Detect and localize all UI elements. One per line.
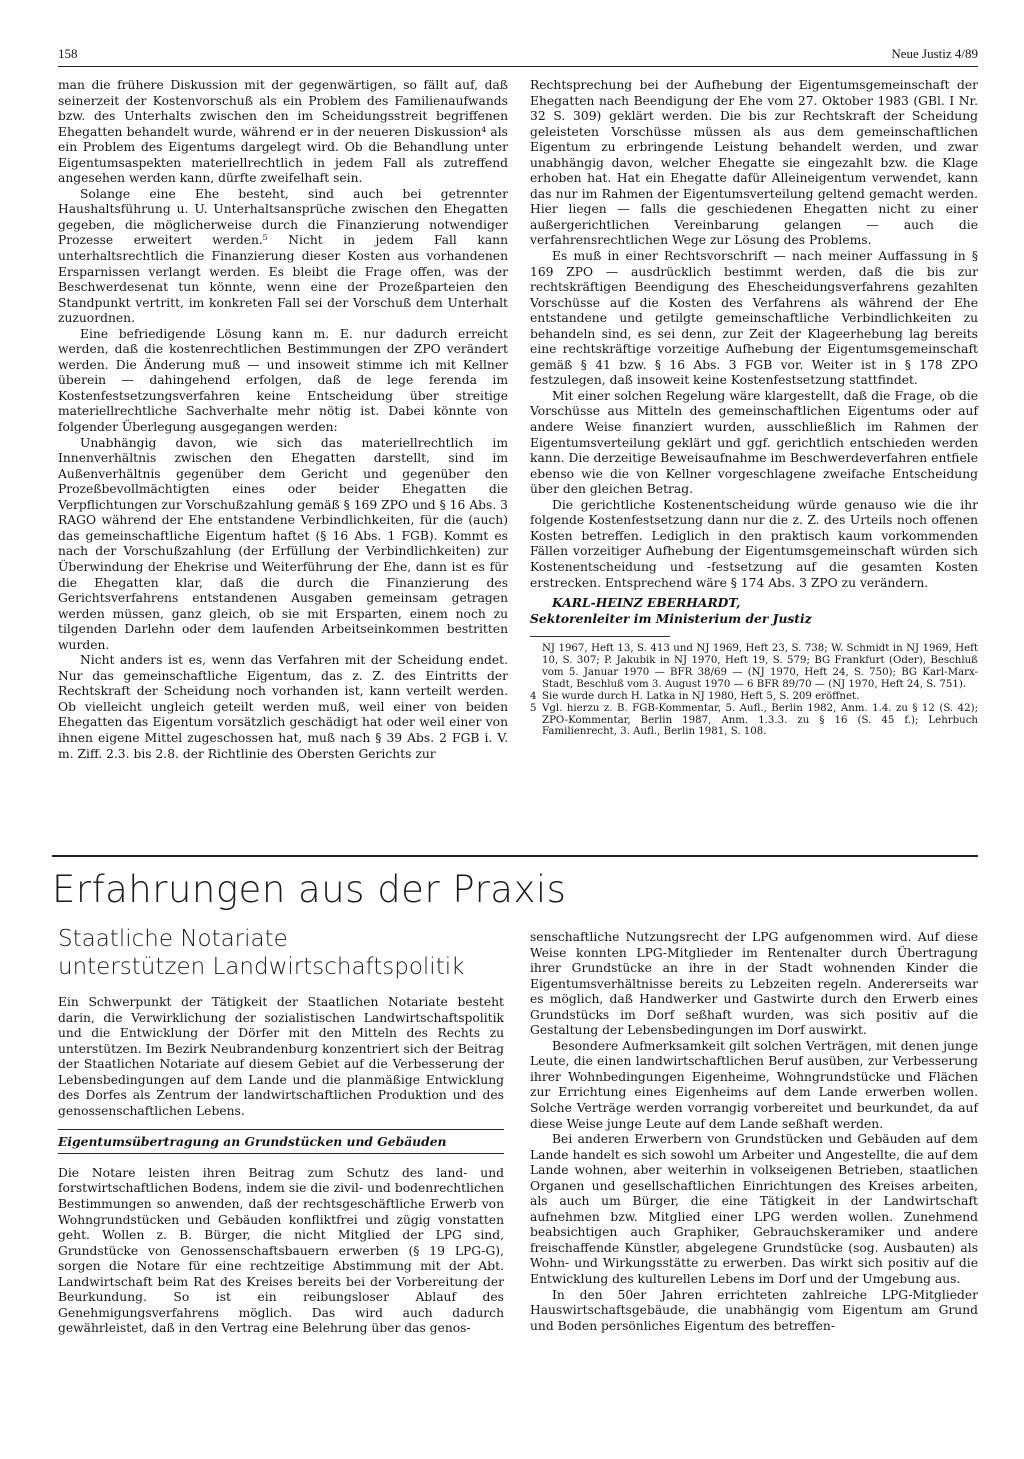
footnote: 5 Vgl. hierzu z. B. FGB-Kommentar, 5. Aufl., Berlin 1982, Anm. 1.4. zu § 12 (S. 42); ZPO-Kommentar, Berlin 1987, Anm. 1.3.3. zu § 16 (S. 45 f.); Lehrbuch Familienrecht, 3. Aufl., Berlin 1981, S. 108. [530,702,978,738]
article-title [58,925,464,981]
journal-issue: Neue Justiz 4/89 [891,46,978,61]
paragraph: Die gerichtliche Kostenentscheidung würde genauso wie die ihr folgende Kostenfestsetzung dann nur die z. Z. des Urteils noch offenen Kosten betreffen. Lediglich in den praktisch kaum vorkommenden Fällen vorzeitiger Aufhebung der Eigentumsgemeinschaft würden sich Kostenentscheidung und -festsetzung auf die gesamten Kosten erstrecken. Entsprechend wäre § 174 Abs. 3 ZPO zu verändern. [530,497,978,590]
column-left-upper [58,78,508,762]
header-rule [58,66,978,67]
paragraph: Solange eine Ehe besteht, sind auch bei getrennter Haushaltsführung u. U. Unterhaltsansprüche zwischen den Ehegatten gegeben, die möglicherweise durch die Finanzierung notwendiger Prozesse erweitert werden.⁵ Nicht in jedem Fall kann unterhaltsrechtlich die Finanzierung dieser Kosten aus vorhandenen Ersparnissen verlangt werden. Es bleibt die Frage offen, was der Beschwerdesenat tun könnte, wenn eine der Prozeßparteien den Standpunkt vertritt, im konkreten Fall sei der Vorschuß dem Unterhalt zuzuordnen. [58,186,508,326]
paragraph: Die Notare leisten ihren Beitrag zum Schutz des land- und forstwirtschaftlichen Bodens, indem sie die zivil- und bodenrechtlichen Bestimmungen so anwenden, daß der rechtsgeschäftliche Erwerb von Wohngrundstücken und Gebäuden konfliktfrei und zügig vonstatten geht. Wollen z. B. Bürger, die nicht Mitglied der LPG sind, Grundstücke von Genossenschaftsbauern erwerben (§ 19 LPG-G), sorgen die Notare für eine rechtzeitige Abstimmung mit der Abt. Landwirtschaft beim Rat des Kreises bereits bei der Vorbereitung der Beurkundung. So ist ein reibungsloser Ablauf des Genehmigungsverfahrens möglich. Das wird auch dadurch gewährleistet, daß in den Vertrag eine Belehrung über das genos- [58,1165,504,1336]
column-right-lower [530,930,978,1334]
paragraph: Besondere Aufmerksamkeit gilt solchen Verträgen, mit denen junge Leute, die einen landwirtschaftlichen Beruf ausüben, zur Verbesserung ihrer Wohnbedingungen Eigenheime, Wohngrundstücke und Flächen zur Errichtung eines Eigenheims auf dem Lande erwerben wollen. Solche Verträge werden vorrangig vorbereitet und beurkundet, da auf diese Weise junge Leute auf dem Lande seßhaft werden. [530,1038,978,1131]
article-title-line: unterstützen Landwirtschaftspolitik [58,954,465,980]
paragraph: man die frühere Diskussion mit der gegenwärtigen, so fällt auf, daß seinerzeit der Kostenvorschuß als ein Problem des Familienaufwands bzw. des Unterhalts zwischen den im Scheidungsstreit begriffenen Ehegatten behandelt wurde, während er in der neueren Diskussion⁴ als ein Problem des Eigentums dargelegt wird. Ob die Behandlung unter Eigentumsaspekten materiellrechtlich in jedem Fall als zutreffend angesehen werden kann, dürfte zweifelhaft sein. [58,78,508,186]
paragraph: Unabhängig davon, wie sich das materiellrechtlich im Innenverhältnis zwischen den Ehegatten darstellt, sind im Außenverhältnis gegenüber dem Gericht und gegenüber den Prozeßbevollmächtigten eines oder beider Ehegatten die Verpflichtungen zur Vorschußzahlung gemäß § 169 ZPO und § 16 Abs. 3 RAGO während der Ehe entstandene Verbindlichkeiten, für die (auch) das gemeinschaftliche Eigentum haftet (§ 16 Abs. 1 FGB). Kommt es nach der Vorschußzahlung (der Erfüllung der Verbindlichkeiten) zur Überwindung der Ehekrise und Weiterführung der Ehe, dann ist es für die Ehegatten klar, daß die durch die Finanzierung des Gerichtsverfahrens entstandenen Ausgaben gemeinsam getragen werden müssen, ganz gleich, ob sie mit Ersparten, einem noch zu tilgenden Darlehn oder dem laufenden Arbeitseinkommen bestritten wurden. [58,435,508,652]
footnote: NJ 1967, Heft 13, S. 413 und NJ 1969, Heft 23, S. 738; W. Schmidt in NJ 1969, Heft 10, S. 307; P. Jakubik in NJ 1970, Heft 19, S. 579; BG Frankfurt (Oder), Beschluß vom 5. Januar 1970 — BFR 38/69 — (NJ 1970, Heft 24, S. 750); BG Karl-Marx-Stadt, Beschluß vom 3. August 1970 — 6 BFR 89/70 — (NJ 1970, Heft 24, S. 751). [542,643,978,690]
paragraph: Es muß in einer Rechtsvorschrift — nach meiner Auffassung in § 169 ZPO — ausdrücklich bestimmt werden, daß die bis zur rechtskräftigen Beendigung des Ehescheidungsverfahrens gezahlten Vorschüsse auf die Kosten des Verfahrens als während der Ehe entstandene und getilgte gemeinschaftliche Verbindlichkeiten zu behandeln sind, es sei denn, zur Zeit der Klageerhebung lag bereits eine rechtskräftige vorzeitige Aufhebung der Eigentumsgemeinschaft gemäß § 41 bzw. § 16 Abs. 3 FGB vor. Weiter ist in § 178 ZPO festzulegen, daß insoweit keine Kostenfestsetzung stattfindet. [530,249,978,388]
footnote-rule [530,636,670,637]
paragraph: senschaftliche Nutzungsrecht der LPG aufgenommen wird. Auf diese Weise konnten LPG-Mitglieder im Rentenalter durch Übertragung ihrer Grundstücke an ihre in der Stadt wohnenden Kinder die Eigentumsverhältnisse bereits zu Lebzeiten regeln. Andererseits war es möglich, daß Handwerker und Gastwirte durch den Erwerb eines Grundstücks im Dorf seßhaft wurden, was sich positiv auf die Gestaltung der Lebensbedingungen im Dorf auswirkt. [530,930,978,1038]
paragraph: Eine befriedigende Lösung kann m. E. nur dadurch erreicht werden, daß die kostenrechtlichen Bestimmungen der ZPO verändert werden. Die Änderung muß — und insoweit stimme ich mit Kellner überein — dahingehend erfolgen, daß de lege ferenda im Kostenfestsetzungsverfahren keine Entscheidung über streitige materiellrechtliche Sachverhalte mehr nötig ist. Dabei könnte von folgender Überlegung ausgegangen werden: [58,326,508,435]
paragraph: Mit einer solchen Regelung wäre klargestellt, daß die Frage, ob die Vorschüsse aus Mitteln des gemeinschaftlichen Eigentums oder auf andere Weise finanziert wurden, ausschließlich im Rahmen der Eigentumsverteilung geklärt und ggf. gerichtlich entschieden werden kann. Die derzeitige Beweisaufnahme im Beschwerdeverfahren entfiele ebenso wie die von Kellner vorgeschlagene zweifache Entscheidung über den gleichen Betrag. [530,388,978,497]
paragraph: Bei anderen Erwerbern von Grundstücken und Gebäuden auf dem Lande handelt es sich sowohl um Arbeiter und Angestellte, die auf dem Lande wohnen, aber weiterhin in volkseigenen Betrieben, staatlichen Organen und gesellschaftlichen Einrichtungen des Kreises arbeiten, als auch um Bürger, die eine Tätigkeit in der Landwirtschaft aufnehmen bzw. Mitglied einer LPG werden wollen. Zunehmend beabsichtigen auch Graphiker, Gebrauchskeramiker und andere freischaffende Künstler, abgelegene Grundstücke (sog. Ausbauten) als Wohn- und Wirkungsstätte zu erwerben. Das wirkt sich positiv auf die Entwicklung des kulturellen Lebens im Dorf und der Umgebung aus. [530,1132,978,1287]
page-number: 158 [58,46,78,61]
footnote: 4 Sie wurde durch H. Latka in NJ 1980, Heft 5, S. 209 eröffnet. [530,690,860,702]
section-title: Erfahrungen aus der Praxis [52,868,567,911]
section-rule [52,855,978,857]
article-title-line: Staatliche Notariate [58,926,288,952]
author-name: KARL-HEINZ EBERHARDT, [552,595,741,611]
subheading: Eigentumsübertragung an Grundstücken und Gebäuden [58,1129,504,1154]
column-right-upper [530,78,978,738]
paragraph: Nicht anders ist es, wenn das Verfahren mit der Scheidung endet. Nur das gemeinschaftliche Eigentum, das z. Z. des Eintritts der Rechtskraft der Scheidung noch vorhanden ist, kann verteilt werden. Ob vielleicht ungleich geteilt werden muß, weil einer von beiden Ehegatten das Eigentum vorsätzlich geschädigt hat oder weil einer von ihnen eigene Mittel zugeschossen hat, muß nach § 39 Abs. 2 FGB i. V. m. Ziff. 2.3. bis 2.8. der Richtlinie des Obersten Gerichts zur [58,653,508,761]
paragraph: Rechtsprechung bei der Aufhebung der Eigentumsgemeinschaft der Ehegatten nach Beendigung der Ehe vom 27. Oktober 1983 (GBl. I Nr. 32 S. 309) geklärt werden. Die bis zur Rechtskraft der Scheidung geleisteten Vorschüsse müssen als aus dem gemeinschaftlichen Eigentum zu erbringende Leistung behandelt werden, und zwar unabhängig davon, welcher Ehegatte sie eingezahlt bzw. die Klage erhoben hat. Hat ein Ehegatte dafür Alleineigentum verwendet, kann das nur im Rahmen der Eigentumsverteilung geltend gemacht werden. Hier liegen — falls die geschiedenen Ehegatten nicht zu einer außergerichtlichen Vereinbarung gelangen — auch die verfahrensrechtlichen Wege zur Lösung des Problems. [530,78,978,248]
article-lede: Ein Schwerpunkt der Tätigkeit der Staatlichen Notariate besteht darin, die Verwirklichung der sozialistischen Landwirtschaftspolitik und die Entwicklung der Dörfer mit den Mitteln des Rechts zu unterstützen. Im Bezirk Neubrandenburg konzentriert sich der Beitrag der Staatlichen Notariate auf diesem Gebiet auf die Verbesserung der Lebensbedingungen auf dem Lande und die planmäßige Entwicklung des Dorfes als Zentrum der landwirtschaftlichen Produktion und des genossenschaftlichen Lebens. [58,995,504,1118]
author-role: Sektorenleiter im Ministerium der Justiz [530,610,812,626]
paragraph: In den 50er Jahren errichteten zahlreiche LPG-Mitglieder Hauswirtschaftsgebäude, die unabhängig vom Eigentum am Grund und Boden persönliches Eigentum des betreffen- [530,1287,978,1333]
column-left-lower [58,995,504,1337]
